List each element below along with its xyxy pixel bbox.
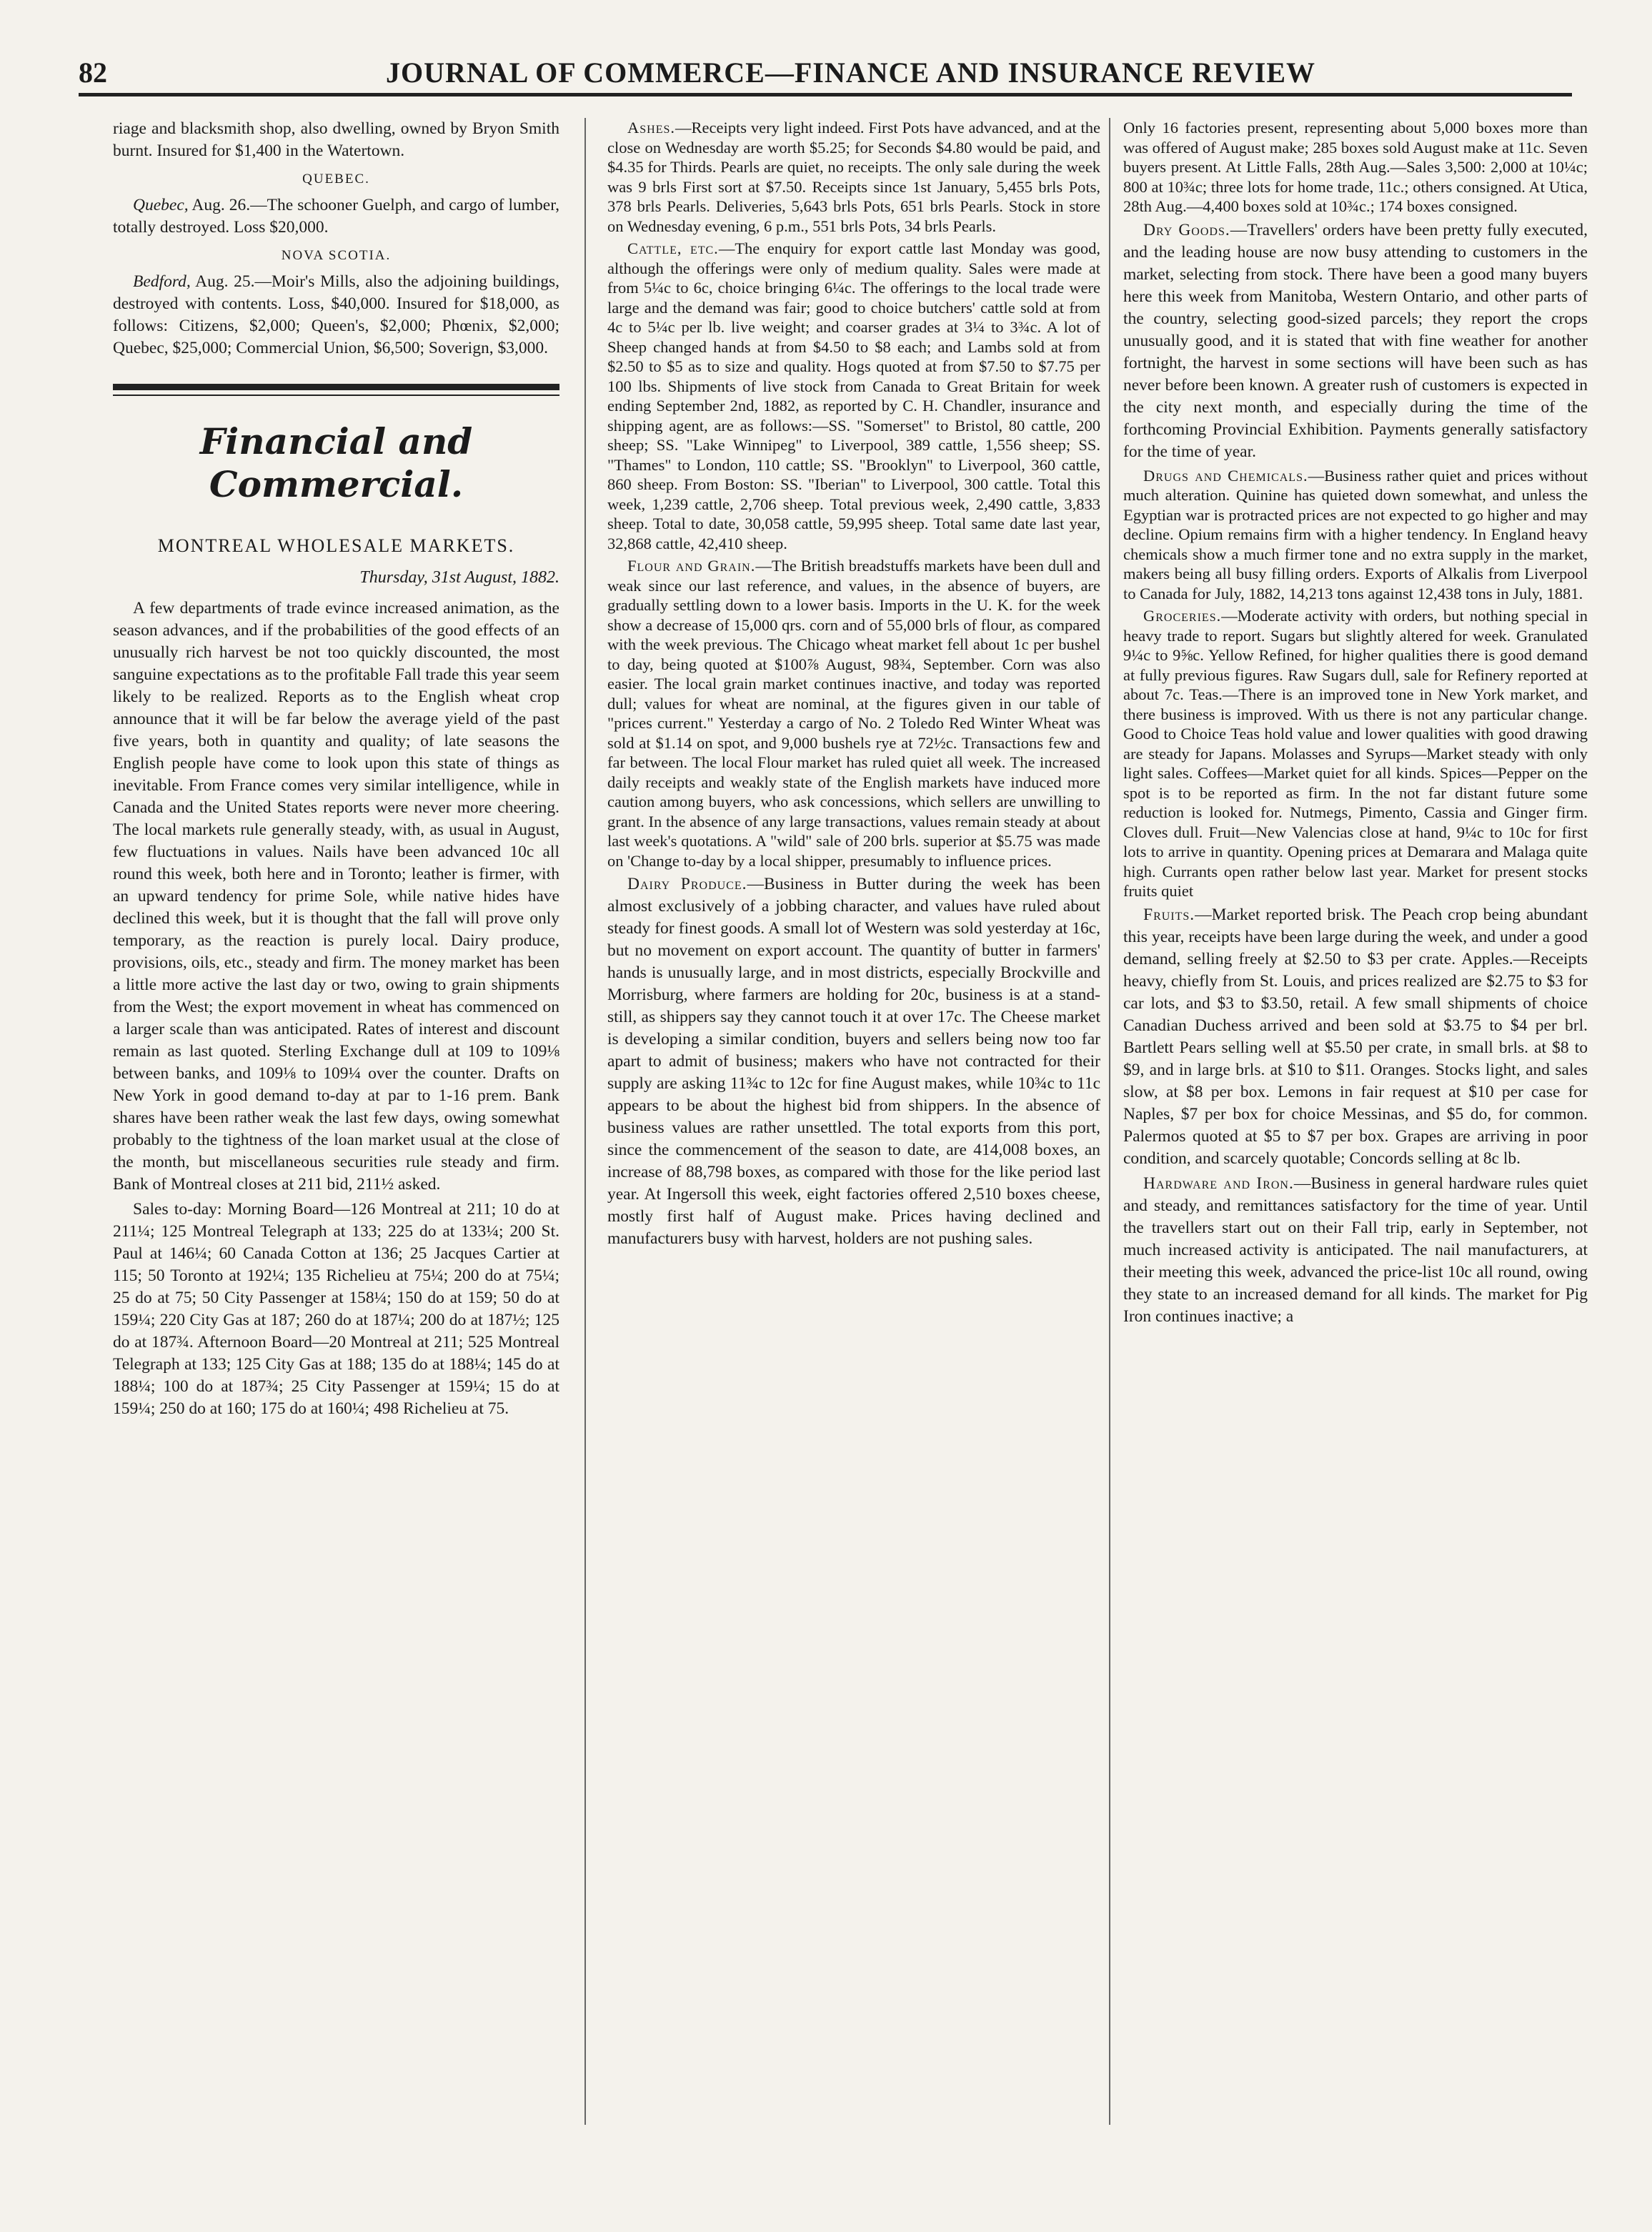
market-report-dairy (607, 873, 1100, 1250)
market-heading: Hardware and Iron. (1143, 1174, 1294, 1193)
market-text: —Business in general hardware rules quiet and steady, and remittances satisfactory for the time of year. Until the travellers start out on their Fall trip, early in September, not much increased activity is anticipated. The nail manufacturers, at their meeting this week, advanced the price-list 10c all round, owing they state to an increased demand for all kinds. The market for Pig Iron continues inactive; a (1123, 1174, 1588, 1326)
column-right (1123, 118, 1588, 2125)
report-text: Aug. 25.—Moir's Mills, also the adjoining buildings, destroyed with contents. Loss, $40,000. Insured for $18,000, as follows: Citizens, $2,000; Queen's, $2,000; Phœnix, $2,000; Quebec, $25,000; Commercial Union, $6,500; Soverign, $3,000. (113, 272, 559, 357)
column-rule (1109, 118, 1110, 2125)
market-report-flour (607, 556, 1100, 871)
market-heading: Cattle, etc. (627, 239, 719, 257)
column-left (113, 118, 559, 2125)
report-text: Aug. 26.—The schooner Guelph, and cargo of lumber, totally destroyed. Loss $20,000. (113, 196, 559, 237)
article-headline: MONTREAL WHOLESALE MARKETS. (157, 535, 515, 556)
market-report-ashes (607, 118, 1100, 236)
column-rule (584, 118, 586, 2125)
market-heading: Fruits. (1143, 905, 1195, 924)
market-report-groceries (1123, 606, 1588, 901)
market-heading: Dairy Produce. (627, 875, 747, 893)
market-heading: Dry Goods. (1143, 220, 1230, 239)
market-text: —Travellers' orders have been pretty fully executed, and the leading house are now busy attending to customers in the market, selecting from stock. There have been a good many buyers here this week from Manitoba, Western Ontario, and other parts of the country, selecting good-sized parcels; they report the crops unusually good, and it is stated that with fine weather for another fortnight, the harvest in some sections will have been such as has never before been known. A greater rush of customers is expected in the city next month, and especially during the time of the forthcoming Provincial Exhibition. Payments generally satisfactory for the time of year. (1123, 220, 1588, 461)
market-heading: Drugs and Chemicals. (1143, 466, 1308, 485)
column-middle (607, 118, 1100, 2125)
article-paragraph: Sales to-day: Morning Board—126 Montreal at 211; 10 do at 211¼; 125 Montreal Telegraph at 133; 225 do at 133¼; 200 St. Paul at 146¼; 60 Canada Cotton at 136; 25 Jacques Cartier at 115; 50 Toronto at 192¼; 135 Richelieu at 75¼; 200 do at 75¼; 25 do at 75; 50 City Passenger at 158¼; 150 do at 159; 50 do at 159¼; 220 City Gas at 187; 260 do at 187¼; 200 do at 187½; 125 do at 187¾. Afternoon Board—20 Montreal at 211; 525 Montreal Telegraph at 133; 125 City Gas at 188; 135 do at 188¼; 145 do at 188¼; 100 do at 187¾; 25 City Passenger at 159¼; 15 do at 159¼; 250 do at 160; 175 do at 160¼; 498 Richelieu at 75. (113, 1200, 559, 1418)
fire-report-continued: riage and blacksmith shop, also dwelling, owned by Bryon Smith burnt. Insured for $1,400 in the Watertown. (113, 119, 559, 160)
section-rule (113, 384, 559, 390)
market-text: —The British breadstuffs markets have been dull and weak since our last reference, and values, in the absence of buyers, are gradually settling down to a lower basis. Imports in the U. K. for the week show a decrease of 15,000 qrs. corn and of 55,000 brls of flour, as compared with the week previous. The Chicago wheat market fell about 1c per bushel to day, being quoted at $100⅞ August, 98¾, September. Corn was also easier. The local grain market continues inactive, and today was reported dull; values for wheat are nominal, at the figures given in our table of "prices current." Yesterday a cargo of No. 2 Toledo Red Winter Wheat was sold at $1.14 on spot, and 9,000 bushels rye at 72½c. Transactions few and far between. The local Flour market has ruled quiet all week. The increased daily receipts and weakly state of the English markets have induced more caution among buyers, who ask concessions, which sellers are unwilling to grant. In the absence of any large transactions, values remain steady at about last week's quotations. A "wild" sale of 200 brls. superior at $5.75 was made on 'Change to-day by a local shipper, presumably to influence prices. (607, 557, 1100, 870)
market-report-hardware (1123, 1173, 1588, 1328)
fire-report-quebec (113, 194, 559, 239)
running-head: JOURNAL OF COMMERCE—FINANCE AND INSURANCE REVIEW (386, 56, 1316, 89)
market-heading: Ashes. (627, 119, 675, 137)
market-heading: Flour and Grain. (627, 557, 756, 575)
article-dateline: Thursday, 31st August, 1882. (359, 568, 559, 587)
section-rule (113, 395, 559, 396)
market-heading: Groceries. (1143, 607, 1222, 625)
place-name: Bedford, (133, 272, 191, 291)
market-report-cattle (607, 239, 1100, 553)
market-text: —Business rather quiet and prices without much alteration. Quinine has quieted down somewhat, and unless the Egyptian war is protracted prices are not expected to go higher and may decline. Opium remains firm with a higher tendency. In England heavy chemicals show a much firmer tone and no extra supply in the market, makers being all busy filling orders. Exports of Alkalis from Liverpool to Canada for July, 1882, 14,213 tons against 12,438 tons in July, 1881. (1123, 466, 1588, 602)
province-heading-nova-scotia: NOVA SCOTIA. (281, 248, 392, 263)
market-text: —Receipts very light indeed. First Pots have advanced, and at the close on Wednesday are worth $5.25; for Seconds $4.80 would be paid, and $4.35 for Thirds. Pearls are quiet, no receipts. The only sale during the week was 9 brls First sort at $7.50. Receipts since 1st January, 5,455 brls Pots, 378 brls Pearls. Deliveries, 5,643 brls Pots, 651 brls Pearls. Stock in store on Wednesday evening, 6 p.m., 551 brls Pots, 34 brls Pearls. (607, 119, 1100, 235)
market-report-dry-goods (1123, 219, 1588, 463)
page-header (79, 50, 1572, 96)
market-report-dairy-continued: Only 16 factories present, representing about 5,000 boxes more than was offered of August make; 285 boxes sold August make at 11c. Seven buyers present. At Little Falls, 28th Aug.—Sales 3,500: 2,000 at 10¼c; 800 at 10¾c; three lots for home trade, 11c.; others consigned. At Utica, 28th Aug.—4,400 boxes sold at 10¾c.; 174 boxes consigned. (1123, 119, 1588, 215)
market-text: —Market reported brisk. The Peach crop being abundant this year, receipts have been large during the week, and under a good demand, selling freely at $2.50 to $3 per crate. Apples.—Receipts heavy, chiefly from St. Louis, and prices realized are $2.75 to $3 for car lots, and $3 to $3.50, retail. A few small shipments of choice Canadian Duchess arrived and been sold at $3.75 to $4 per brl. Bartlett Pears selling well at $5.50 per crate, in small brls. at $8 to $9, and in large brls. at $10 to $11. Oranges. Stocks light, and sales slow, at $8 per box. Lemons in fair request at $10 per case for Naples, $7 per box for choice Messinas, and $5 do, for common. Palermos quoted at $5 to $7 per box. Grapes are arriving in poor condition, and scarcely quotable; Concords selling at 8c lb. (1123, 905, 1588, 1168)
market-report-fruits (1123, 904, 1588, 1170)
section-title: Financial and Commercial. (199, 420, 473, 505)
page-number: 82 (79, 56, 107, 89)
market-text: —The enquiry for export cattle last Monday was good, although the offerings were only of medium quality. Sales were made at from 5¼c to 6c, choice bringing 6¼c. The offerings to the local trade were large and the demand was fair; good to choice butchers' cattle sold at from 4c to 5¼c per lb. live weight; and coarser grades at 3¼ to 3¾c. A lot of Sheep changed hands at from $4.50 to $8 each; and Lambs sold at from $2.50 to $5 as to size and quality. Hogs quoted at from $7.50 to $7.75 per 100 lbs. Shipments of live stock from Canada to Great Britain for week ending September 2nd, 1882, as reported by C. H. Chandler, insurance and shipping agent, are as follows:—SS. "Somerset" to Bristol, 80 cattle, 200 sheep; SS. "Lake Winnipeg" to Liverpool, 389 cattle, 1,556 sheep; SS. "Thames" to London, 110 cattle; SS. "Brooklyn" to Liverpool, 360 cattle, 860 sheep. From Boston: SS. "Iberian" to Liverpool, 300 cattle. Total this week, 1,239 cattle, 2,706 sheep. Total previous week, 2,490 cattle, 3,833 sheep. Total to date, 30,058 cattle, 59,995 sheep. Total same date last year, 32,868 cattle, 42,410 sheep. (607, 239, 1100, 552)
province-heading-quebec: QUEBEC. (302, 172, 370, 187)
article-paragraph: A few departments of trade evince increased animation, as the season advances, and if the probabilities of the good effects of an unusually rich harvest be not too quickly discounted, the most sanguine expectations as to the profitable Fall trade this year seem likely to be realized. Reports as to the English wheat crop announce that it will be far below the average yield of the past five years, both in quantity and quality; of late seasons the English people have come to look upon this state of things as inevitable. From France comes very similar intelligence, while in Canada and the United States reports were never more cheering. The local markets rule generally steady, with, as usual in August, few fluctuations in values. Nails have been advanced 10c all round this week, both here and in Toronto; leather is firmer, with an upward tendency for prime Sole, while native hides have declined this week, but it is thought that the fall will prove only temporary, as the reaction is purely local. Dairy produce, provisions, oils, etc., steady and firm. The money market has been a little more active the last day or two, owing to grain shipments from the West; the export movement in wheat has commenced on a larger scale than was anticipated. Rates of interest and discount remain as last quoted. Sterling Exchange dull at 109 to 109⅛ between banks, and 109⅛ to 109¼ over the counter. Drafts on New York in good demand to-day at par to 1-16 prem. Bank shares have been rather weak the last few days, owing somewhat probably to the tightness of the loan market usual at the close of the month, but miscellaneous securities rule steady and firm. Bank of Montreal closes at 211 bid, 211½ asked. (113, 599, 559, 1194)
market-text: —Business in Butter during the week has been almost exclusively of a jobbing character, and values have ruled about steady for finest goods. A small lot of Western was sold yesterday at 16c, but no movement on export account. The quantity of butter in farmers' hands is unusually large, and in most districts, especially Brockville and Morrisburg, where farmers are holding for 20c, business is at a stand-still, as shippers say they cannot touch it at over 17c. The Cheese market is developing a similar condition, buyers and sellers being now too far apart to admit of business; makers who have not contracted for their supply are asking 11¾c to 12c for fine August makes, while 10¾c to 11c appears to be about the highest bid from shippers. In the absence of business values are rather unsettled. The total exports from this port, since the commencement of the season to date, are 414,008 boxes, an increase of 88,798 boxes, as compared with those for the like period last year. At Ingersoll this week, eight factories offered 2,510 boxes cheese, mostly first half of August make. Prices having declined and manufacturers busy with harvest, holders are not pushing sales. (607, 875, 1100, 1248)
market-text: —Moderate activity with orders, but nothing special in heavy trade to report. Sugars but slightly altered for week. Granulated 9¼c to 9⅝c. Yellow Refined, for higher qualities there is good demand at fully previous figures. Raw Sugars dull, sale for Refinery reported at about 7c. Teas.—There is an improved tone in New York market, and there business is improved. With us there is not any particular change. Good to Choice Teas hold value and lower qualities with good drawing are steady for Japans. Molasses and Syrups—Market steady with only light sales. Coffees—Market quiet for all kinds. Spices—Pepper on the spot is to be reported as firm. In the not far distant future some reduction is looked for. Nutmegs, Pimento, Cassia and Ginger firm. Cloves dull. Fruit—New Valencias close at hand, 9¼c to 10c for first lots to arrive in quantity. Opening prices at Demarara and Malaga quite high. Currants open rather below last year. Market for present stocks fruits quiet (1123, 607, 1588, 900)
fire-report-bedford (113, 271, 559, 359)
place-name: Quebec, (133, 196, 189, 214)
market-report-drugs (1123, 466, 1588, 604)
